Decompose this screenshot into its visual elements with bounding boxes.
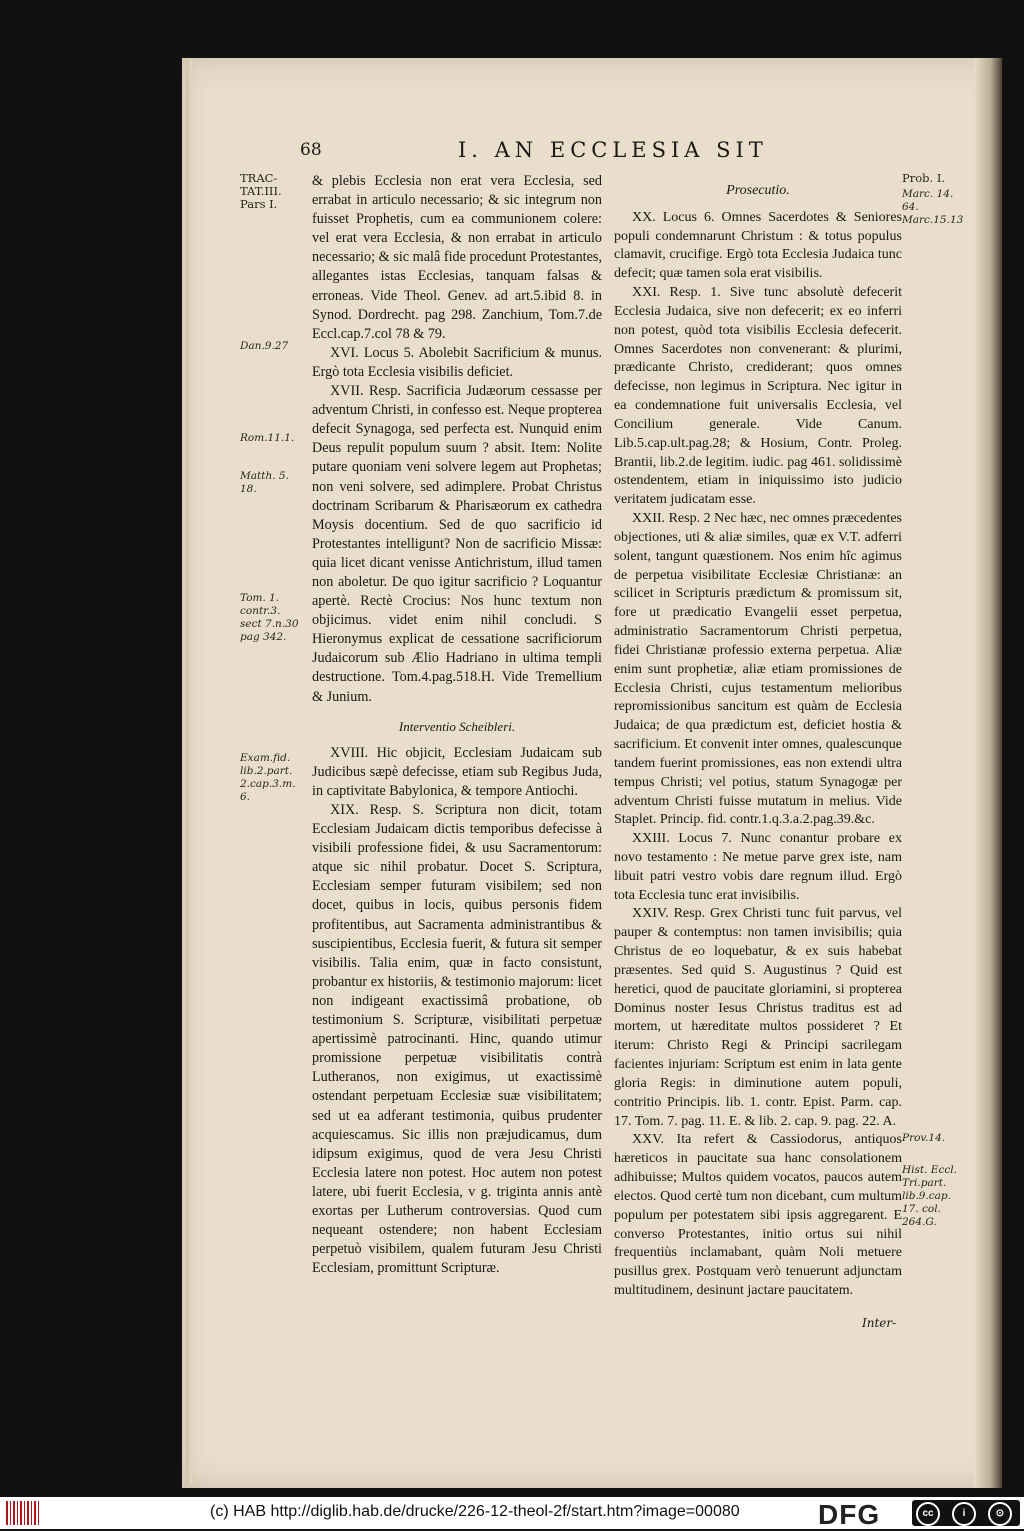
footer-bar	[0, 1497, 1024, 1529]
running-title: I. AN ECCLESIA SIT	[458, 138, 768, 162]
margin-note: Tom. 1. contr.3. sect 7.n.30 pag 342.	[240, 592, 299, 643]
page-number: 68	[300, 140, 322, 160]
paragraph: XVIII. Hic objicit, Ecclesiam Judaicam sub Judicibus sæpè defecisse, etiam sub Regibus Juda, in captivitate Babylonica, & tempore Antiochi.	[312, 744, 602, 799]
margin-note: Prob. I.	[902, 171, 946, 185]
share-alike-icon: ⊙	[988, 1502, 1012, 1526]
margin-note: Hist. Eccl. Tri.part. lib.9.cap. 17. col. 264.G.	[902, 1164, 957, 1228]
paragraph: XX. Locus 6. Omnes Sacerdotes & Seniores populi condemnarunt Christum : & totus populus clamavit, crucifige. Ergò tota Ecclesia Judaica tunc defecit; quæ tamen sola erat visibilis.	[614, 209, 902, 282]
section-heading: Interventio Scheibleri.	[398, 718, 516, 734]
margin-note: Dan.9.27	[240, 340, 289, 352]
margin-note: TRAC- TAT.III. Pars I.	[240, 171, 282, 211]
book-spine-shadow	[974, 58, 1002, 1488]
paragraph: XXIV. Resp. Grex Christi tunc fuit parvus, vel pauper & contemptus: non tamen invisibilis; quia Christus de eo loquebatur, & ex suis habebat præsentes. Sed quid S. Augustinus ? Quid est heretici, quod de paucitate gloriamini, si propterea Dominus noster Iesus Christus traditus est ad mortem, ut hæreditate multos possideret ? Et iterum: Christo Regi & Principi sacrilegam facientes injuriam: Scriptum est enim in lata gente gloria Regis: in diminutione autem populi, contritio Principis. lib. 1. contr. Epist. Parm. cap. 17. Tom. 7. pag. 11. E. & lib. 2. cap. 9. pag. 22. A.	[614, 906, 902, 1129]
paragraph: XXV. Ita refert & Cassiodorus, antiquos hæreticos in paucitate sua hanc consolationem adhibuisse; Multos quidem vocatos, paucos autem electos. Quod certè tum non dicebant, cum multum populum per potestatem sibi ipsis aggregarent. E converso Protestantes, initio ortus sui nihil frequentiùs inclamabant, quàm Noli metuere pusillus grex. Postquam verò tenuerunt adjunctam multitudinem, desinunt jactare paucitatem.	[614, 1132, 902, 1299]
margin-note: Prov.14.	[902, 1132, 946, 1144]
paragraph: & plebis Ecclesia non erat vera Ecclesia, sed errabat in articulo necessario; & sic integrum non fuisset Prophetis, cum ea communionem colere: vel erat vera Ecclesia, & non errabat in articulo necessario; & sic malâ fide procedunt Protestantes, allegantes istas Ecclesias, tanquam falsas & erroneas. Vide Theol. Genev. ad art.5.ibid 8. in Synod. Dordrecht. pag 298. Zanchium, Tom.7.de Eccl.cap.7.col 78 & 79.	[312, 173, 602, 342]
paragraph: XXIII. Locus 7. Nunc conantur probare ex novo testamento : Ne metue parve grex iste, nam libuit patri vestro vobis dare regnum illud. Ergò tota Ecclesia tunc erat invisibilis.	[614, 831, 902, 903]
running-header	[300, 138, 780, 168]
hab-barcode-logo-icon	[6, 1501, 40, 1525]
text-column-right	[614, 172, 902, 1301]
paragraph: XVII. Resp. Sacrificia Judæorum cessasse per adventum Christi, in confesso est. Neque propterea defecit Synagoga, sed perfecta est. Nunquid enim Deus repulit populum suum ? absit. Item: Nolite putare quoniam veni solvere legem aut Prophetas; non veni solvere, sed adimplere. Probat Christus doctrinam Scribarum & Pharisæorum ex cathedra Moysis docentium. Sed de quo sacrificio id Protestantes intelligunt? Non de sacrificio Missæ: quia licet dicant venisse Antichristum, illud tamen non aboletur. De quo igitur sacrificio ? Loquantur apertè. Rectè Crocius: Nos hunc textum non objicimus. videt enim nihil concludi. S Hieronymus explicat de cessatione sacrificiorum Judaicorum sub Ælio Hadriano in ultima templi destructione. Tom.4.pag.518.H. Vide Tremellium & Junium.	[312, 383, 602, 705]
paragraph: XVI. Locus 5. Abolebit Sacrificium & munus. Ergò tota Ecclesia visibilis deficiet.	[312, 344, 602, 380]
attribution-icon: i	[952, 1502, 976, 1526]
margin-note: Marc. 14. 64. Marc.15.13	[902, 188, 964, 226]
dfg-logo: DFG	[818, 1499, 881, 1530]
cc-icon: cc	[916, 1502, 940, 1526]
paragraph: XXII. Resp. 2 Nec hæc, nec omnes præcedentes objectiones, uti & aliæ similes, quæ ex V.T. adferri solent, tangunt quæstionem. Nos enim hîc agimus de perpetua visibilitate Ecclesiæ Christianæ: an scilicet in Scripturis prædictum & promissum sit, fore ut prædicatio Evangelii esset perpetua, administratio Sacramentorum Christi perpetua, fidei Christianæ professio externa perpetua. Aliæ enim sunt prophetiæ, aliæ etiam promissiones de Ecclesia Christi, cujus testamentum melioribus repromissionibus sancitum est quàm de Ecclesia Judaica; de qua prædictum est, deficiet hostia & sacrificium. Et convenit inter omnes, qualescunque tandem fuerint promissiones, eas non extendi ultra tempus Christi; vel potius, statum Synagogæ per adventum Christi fuisse mutatum in melius. Vide Staplet. Princip. fid. contr.1.q.3.a.2.pag.39.&c.	[614, 511, 902, 828]
margin-note: Exam.fid. lib.2.part. 2.cap.3.m. 6.	[240, 752, 296, 803]
paragraph: XXI. Resp. 1. Sive tunc absolutè defecerit Ecclesia Judaica, sive non defecerit; ex eo inferri non potest, quòd tota visibilis Ecclesia defecerit. Omnes Sacerdotes non convenerant: & plurimi, prædicante Christo, crediderant; quos omnes defecisse, non legimus in Scriptura. Nec igitur in ea condemnatione fuit universalis Ecclesia, vel Concilium generale. Vide Canum. Lib.5.cap.ult.pag.28; & Hosium, Contr. Proleg. Brantii, lib.2.de legitim. iudic. pag 461. solidissimè ostendentem, etiam in iniquissimo isto judicio veritatem judicatam esse.	[614, 285, 902, 508]
page-edge	[186, 60, 192, 1485]
section-heading: Prosecutio.	[726, 183, 790, 198]
cc-license-badge[interactable]	[912, 1500, 1020, 1526]
margin-note: Matth. 5. 18.	[240, 470, 289, 495]
text-column-left	[312, 172, 602, 1278]
paragraph: XIX. Resp. S. Scriptura non dicit, totam Ecclesiam Judaicam dictis temporibus defecisse à visibili professione fidei, & usu Sacramentorum: atque sic nihil probatur. Docet S. Scriptura, Ecclesiam semper futuram visibilem; sed non docet, quibus in locis, quibus personis fidem profitentibus, aut Sacramenta administrantibus & suscipientibus, Ecclesia fuerit, & futura sit semper visibilis. Talia enim, quæ in facto consistunt, probantur ex historiis, & testimonio majorum: licet non indigeant exactissimâ probatione, ob testimonium S. Scripturæ, visibilitati perpetuæ apertissimè patrocinanti. Hinc, quando utimur promissione perpetuæ visibilitatis contrà Lutheranos, non exigimus, ut exactissimè ostendant perpetuam Ecclesiæ suæ visibilitatem; sed ut ea adferant testimonia, quibus prudenter acquiescamus. Sic illis non præjudicamus, dum idipsum exigimus, quod de vera Jesu Christi Ecclesia latere non potest. Hoc autem non potest latere, ubi fuerit Ecclesia, v g. triginta annis antè exortas per Lutherum controversias. Quod cum nequeant ostendere; non habent Ecclesiam perpetuò visibilem, qualem futuram Jesu Christi Ecclesiam, promittunt Scripturæ.	[312, 802, 602, 1277]
catchword: Inter-	[862, 1316, 897, 1330]
footer-credit[interactable]: (c) HAB http://diglib.hab.de/drucke/226-12-theol-2f/start.htm?image=00080	[210, 1503, 740, 1520]
margin-note: Rom.11.1.	[240, 432, 295, 444]
